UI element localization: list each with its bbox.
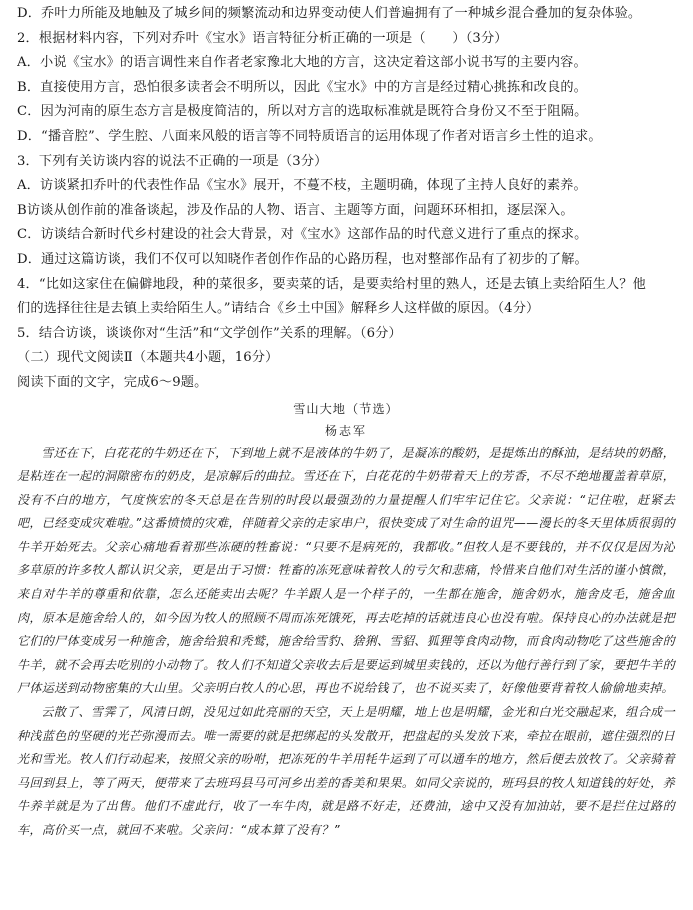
- question-3-option-c: C．访谈结合新时代乡村建设的社会大背景，对《宝水》这部作品的时代意义进行了重点的探求。: [17, 227, 588, 243]
- question-2-option-a: A．小说《宝水》的语言调性来自作者老家豫北大地的方言，这决定着这部小说书写的主要内容。: [17, 55, 587, 71]
- passage-title: 雪山大地（节选）: [293, 401, 399, 416]
- question-3-option-b: B访谈从创作前的准备谈起，涉及作品的人物、语言、主题等方面，问题环环相扣，逐层深入。: [17, 202, 574, 218]
- question-3-option-d: D．通过这篇访谈，我们不仅可以知晓作者创作作品的心路历程，也对整部作品有了初步的了解。: [17, 251, 588, 267]
- question-2: 2．根据材料内容，下列对乔叶《宝水》语言特征分析正确的一项是（ ）（3分）: [17, 30, 508, 46]
- passage-paragraph-2: 云散了、雪霁了，风清日朗，没见过如此亮丽的天空，天上是明耀，地上也是明耀，金光和白光交融起来，组合成一种浅蓝色的坚硬的光芒弥漫而去。唯一需要的就是把绑起的头发散开，把盘起的头发放下来，牵拉在眼前，遮住强烈的日光和雪光。牧人们行动起来，按照父亲的吩咐，把冻死的牛羊用牦牛运到了可以通车的地方，然后便去放牧了。父亲骑着马回到县上，等了两天，便带来了去班玛县马可河乡出差的香美和果果。如同父亲说的，班玛县的牧人知道钱的好处，养牛养羊就是为了出售。他们不虚此行，收了一车牛肉，就是路不好走，还费油，途中又没有加油站，要不是拦住过路的车，高价买一点，就回不来啦。父亲问：“成本算了没有？”: [17, 705, 675, 837]
- question-4-line-2: 们的选择往往是去镇上卖给陌生人。”请结合《乡土中国》解释乡人这样做的原因。（4分）: [17, 301, 540, 317]
- question-4-line-1: 4．“比如这家住在偏僻地段，种的菜很多，要卖菜的话，是要卖给村里的熟人，还是去镇上卖给陌生人？他: [17, 276, 646, 292]
- reading-instruction: 阅读下面的文字，完成6～9题。: [17, 374, 208, 390]
- question-5: 5．结合访谈，谈谈你对“生活”和“文学创作”关系的理解。（6分）: [17, 325, 402, 341]
- question-block: [17, 2, 675, 396]
- question-2-option-d: D．“播音腔”、学生腔、八面来风般的语言等不同特质语言的运用体现了作者对语言乡土性的追求。: [17, 128, 602, 144]
- passage-author: 杨志军: [324, 423, 367, 438]
- option-d-line: D．乔叶力所能及地触及了城乡间的频繁流动和边界变动使人们普遍拥有了一种城乡混合叠加的复杂体验。: [17, 6, 642, 21]
- question-2-option-b: B．直接使用方言，恐怕很多读者会不明所以，因此《宝水》中的方言是经过精心挑拣和改良的。: [17, 79, 588, 95]
- question-3-option-a: A．访谈紧扣乔叶的代表性作品《宝水》展开，不蔓不枝，主题明确，体现了主持人良好的素养。: [17, 178, 587, 194]
- question-2-option-c: C．因为河南的原生态方言是极度简洁的，所以对方言的选取标准就是既符合身份又不至于阻隔。: [17, 104, 588, 120]
- section-heading: （二）现代文阅读Ⅱ（本题共4小题，16分）: [17, 350, 279, 366]
- passage-paragraph-1: 雪还在下，白花花的牛奶还在下，下到地上就不是液体的牛奶了，是凝冻的酸奶，是提炼出的酥油，是结块的奶酪，是粘连在一起的洞隙密布的奶皮，是凉解后的曲拉。雪还在下，白花花的牛奶带着天上的芳香，不尽不绝地覆盖着草原，没有不白的地方，气度恢宏的冬天总是在告别的时段以最强劲的力量提醒人们牢牢记住它。父亲说：“记住啦，赶紧去吧，已经变成灾难啦。”这番愤愤的灾难，伴随着父亲的走家串户，很快变成了对生命的诅咒——漫长的冬天里体质很弱的牛羊开始死去。父亲心痛地看着那些冻硬的牲畜说：“只要不是病死的，我都收。”但牧人是不要钱的，并不仅仅是因为沁多草原的许多牧人都认识父亲，更是出于习惯：牲畜的冻死意味着牧人的亏欠和悲痛，怜惜来自他们对生活的谨小慎微，来自对牛羊的尊重和依靠，怎么还能卖出去呢？牛羊跟人是一个样子的，一生都在施舍，施舍奶水，施舍皮毛，施舍血肉，原本是施舍给人的，如今因为牧人的照顾不周而冻死饿死，再去吃掉的话就违良心也没有啦。保持良心的办法就是把它们的尸体变成另一种施舍，施舍给狼和秃鹫，施舍给雪豹、猞猁、雪貂、狐狸等食肉动物，而食肉动物吃了这些施舍的牛羊，就不会再去吃别的小动物了。牧人们不知道父亲收去后是要运到城里卖钱的，还以为他行善行到了家，要把牛羊的尸体运送到动物密集的大山里。父亲明白牧人的心思，再也不说给钱了，也不说买卖了，好像他要背着牧人偷偷地卖掉。: [17, 445, 675, 696]
- question-3: 3．下列有关访谈内容的说法不正确的一项是（3分）: [17, 153, 328, 169]
